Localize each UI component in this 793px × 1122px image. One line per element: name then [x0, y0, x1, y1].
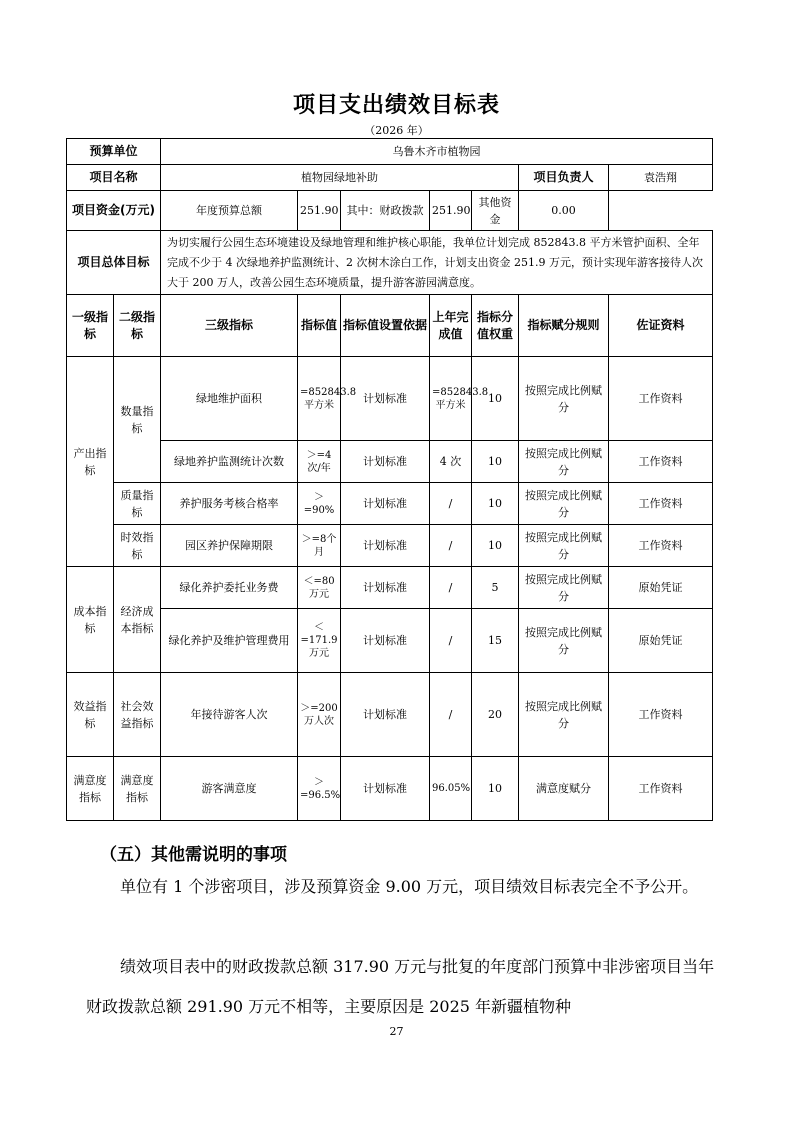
other-funds-value: 0.00 — [519, 191, 609, 231]
indicator-weight: 20 — [472, 673, 519, 757]
indicator-weight: 10 — [472, 483, 519, 525]
indicator-basis: 计划标准 — [341, 673, 430, 757]
indicator-name: 绿化养护及维护管理费用 — [161, 609, 298, 673]
subgroup-satisfaction: 满意度指标 — [114, 757, 161, 821]
subgroup-timeliness: 时效指标 — [114, 525, 161, 567]
indicator-value: ＞=90% — [298, 483, 341, 525]
performance-table — [66, 138, 713, 821]
table-row — [67, 567, 713, 609]
indicator-evidence: 工作资料 — [609, 357, 713, 441]
table-row — [67, 757, 713, 821]
indicator-value: ＞=8个月 — [298, 525, 341, 567]
indicator-last: / — [430, 673, 472, 757]
indicator-rule: 按照完成比例赋分 — [519, 483, 609, 525]
indicator-weight: 10 — [472, 757, 519, 821]
indicator-value: ＞=96.5% — [298, 757, 341, 821]
fiscal-label: 其中：财政拨款 — [341, 191, 430, 231]
indicator-value: ＞=4次/年 — [298, 441, 341, 483]
header-level2: 二级指标 — [114, 295, 161, 357]
indicator-last: 4 次 — [430, 441, 472, 483]
indicator-evidence: 原始凭证 — [609, 609, 713, 673]
indicator-value: ＜=80万元 — [298, 567, 341, 609]
indicator-evidence: 工作资料 — [609, 525, 713, 567]
leader-label: 项目负责人 — [519, 165, 609, 191]
indicator-evidence: 工作资料 — [609, 441, 713, 483]
subgroup-quantity: 数量指标 — [114, 357, 161, 483]
indicator-weight: 10 — [472, 525, 519, 567]
indicator-last: =852843.8平方米 — [430, 357, 472, 441]
indicator-name: 游客满意度 — [161, 757, 298, 821]
indicator-last: / — [430, 609, 472, 673]
table-year: （2026 年） — [364, 124, 429, 137]
indicator-rule: 按照完成比例赋分 — [519, 525, 609, 567]
indicator-rule: 按照完成比例赋分 — [519, 609, 609, 673]
indicator-name: 园区养护保障期限 — [161, 525, 298, 567]
leader-value: 袁浩翔 — [609, 165, 713, 191]
indicator-basis: 计划标准 — [341, 609, 430, 673]
indicator-last: / — [430, 483, 472, 525]
budget-unit-value: 乌鲁木齐市植物园 — [161, 139, 713, 165]
table-row — [67, 483, 713, 525]
paragraph-secret-project: 单位有 1 个涉密项目，涉及预算资金 9.00 万元，项目绩效目标表完全不予公开。 — [120, 877, 699, 896]
indicator-evidence: 工作资料 — [609, 757, 713, 821]
indicator-basis: 计划标准 — [341, 441, 430, 483]
subgroup-social-benefit: 社会效益指标 — [114, 673, 161, 757]
header-level3: 三级指标 — [161, 295, 298, 357]
fiscal-value: 251.90 — [430, 191, 472, 231]
indicator-evidence: 原始凭证 — [609, 567, 713, 609]
paragraph-fiscal-difference: 绩效项目表中的财政拨款总额 317.90 万元与批复的年度部门预算中非涉密项目当年财政拨款总额 291.90 万元不相等，主要原因是 2025 年新疆植物种 — [86, 957, 715, 1016]
goal-label: 项目总体目标 — [67, 231, 161, 295]
indicator-last: / — [430, 567, 472, 609]
table-row — [67, 525, 713, 567]
indicator-rule: 按照完成比例赋分 — [519, 357, 609, 441]
page-number: 27 — [389, 1025, 404, 1038]
header-value: 指标值 — [298, 295, 341, 357]
indicator-name: 年接待游客人次 — [161, 673, 298, 757]
indicator-value: =852843.8平方米 — [298, 357, 341, 441]
indicator-name: 绿地养护监测统计次数 — [161, 441, 298, 483]
table-row — [67, 673, 713, 757]
indicator-rule: 满意度赋分 — [519, 757, 609, 821]
goal-text: 为切实履行公园生态环境建设及绿地管理和维护核心职能，我单位计划完成 852843.8 平方米管护面积、全年完成不少于 4 次绿地养护监测统计、2 次树木涂白工作，计划支出资金 251.9 万元，预计实现年游客接待人次大于 200 万人，改善公园生态环境质量，提升游客游园满意度。 — [161, 231, 713, 295]
group-satisfaction: 满意度指标 — [67, 757, 114, 821]
indicator-name: 养护服务考核合格率 — [161, 483, 298, 525]
header-last-year: 上年完成值 — [430, 295, 472, 357]
subgroup-quality: 质量指标 — [114, 483, 161, 525]
indicator-basis: 计划标准 — [341, 357, 430, 441]
project-name-value: 植物园绿地补助 — [161, 165, 519, 191]
indicator-evidence: 工作资料 — [609, 483, 713, 525]
indicator-evidence: 工作资料 — [609, 673, 713, 757]
table-title: 项目支出绩效目标表 — [292, 93, 500, 118]
table-row — [67, 609, 713, 673]
other-funds-label: 其他资金 — [472, 191, 519, 231]
funds-label: 项目资金(万元) — [67, 191, 161, 231]
table-row — [67, 441, 713, 483]
indicator-rule: 按照完成比例赋分 — [519, 673, 609, 757]
indicator-basis: 计划标准 — [341, 525, 430, 567]
header-evidence: 佐证资料 — [609, 295, 713, 357]
table-row — [67, 357, 713, 441]
budget-unit-label: 预算单位 — [67, 139, 161, 165]
indicator-weight: 10 — [472, 441, 519, 483]
indicator-weight: 5 — [472, 567, 519, 609]
indicator-last: 96.05% — [430, 757, 472, 821]
indicator-name: 绿地维护面积 — [161, 357, 298, 441]
group-cost: 成本指标 — [67, 567, 114, 673]
subgroup-economic-cost: 经济成本指标 — [114, 567, 161, 673]
header-basis: 指标值设置依据 — [341, 295, 430, 357]
indicator-weight: 10 — [472, 357, 519, 441]
header-rule: 指标赋分规则 — [519, 295, 609, 357]
indicator-basis: 计划标准 — [341, 483, 430, 525]
indicator-rule: 按照完成比例赋分 — [519, 567, 609, 609]
group-benefit: 效益指标 — [67, 673, 114, 757]
indicator-value: ＞=200万人次 — [298, 673, 341, 757]
indicator-name: 绿化养护委托业务费 — [161, 567, 298, 609]
indicator-value: ＜=171.9万元 — [298, 609, 341, 673]
header-level1: 一级指标 — [67, 295, 114, 357]
annual-total-value: 251.90 — [298, 191, 341, 231]
indicator-weight: 15 — [472, 609, 519, 673]
project-name-label: 项目名称 — [67, 165, 161, 191]
section-heading: （五）其他需说明的事项 — [100, 845, 287, 865]
header-weight: 指标分值权重 — [472, 295, 519, 357]
group-output: 产出指标 — [67, 357, 114, 567]
indicator-basis: 计划标准 — [341, 757, 430, 821]
indicator-rule: 按照完成比例赋分 — [519, 441, 609, 483]
indicator-last: / — [430, 525, 472, 567]
annual-total-label: 年度预算总额 — [161, 191, 298, 231]
indicator-basis: 计划标准 — [341, 567, 430, 609]
